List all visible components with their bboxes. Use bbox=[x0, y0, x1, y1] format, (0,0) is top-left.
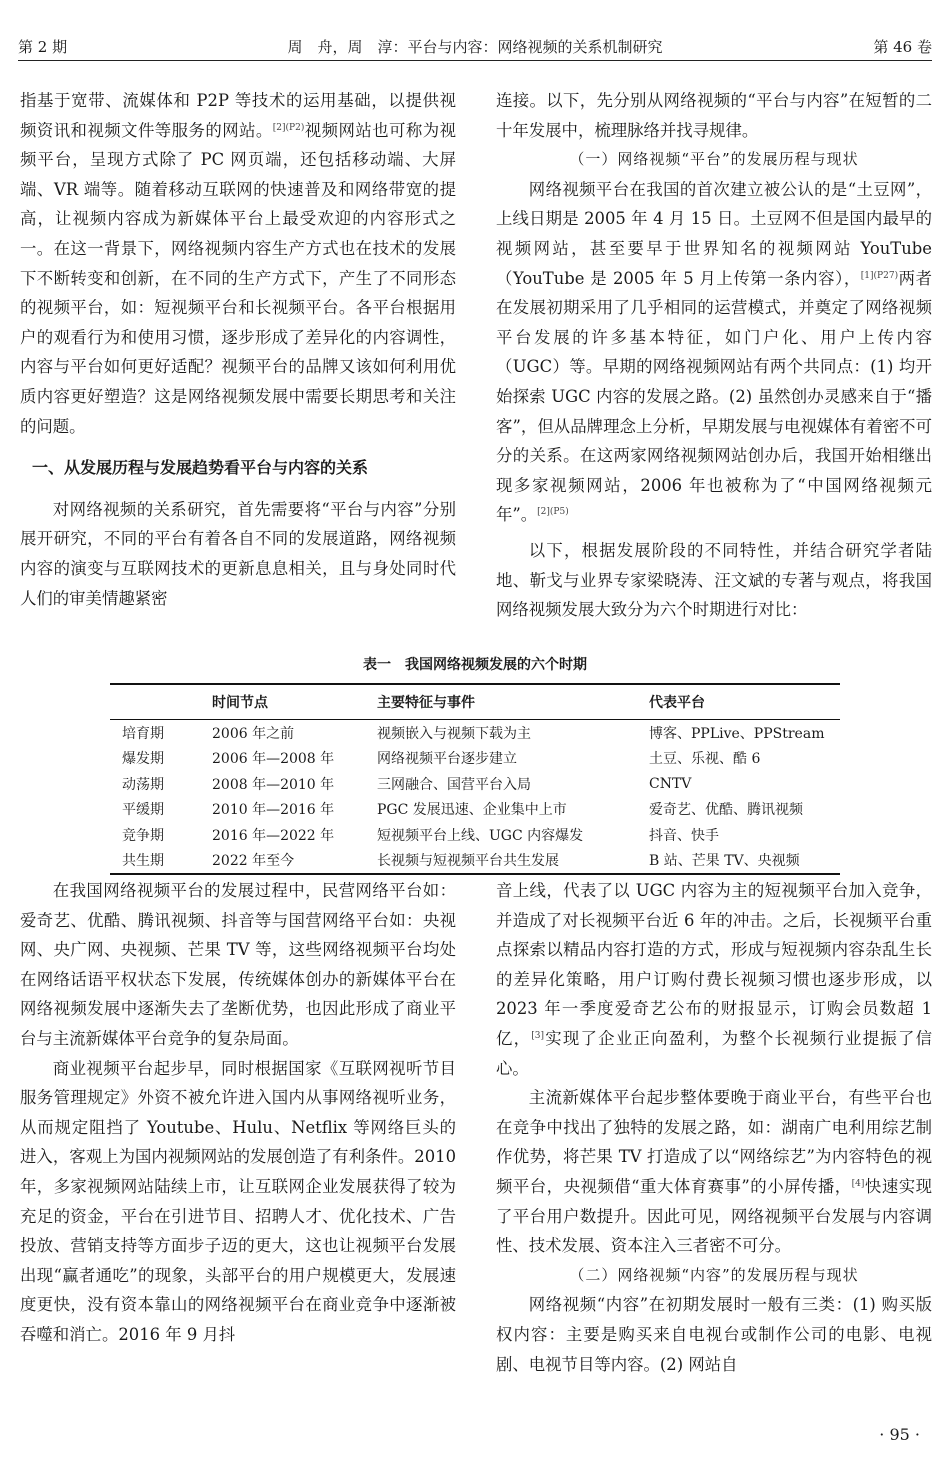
table-row: 爆发期 2006 年—2008 年 网络视频平台逐步建立 土豆、乐视、酷 6 bbox=[122, 751, 761, 768]
paragraph: 网络视频“内容”在初期发展时一般有三类：(1) 购买版权内容：主要是购买来自电视台或制作公司的电影、电视剧、电视节目等内容。(2) 网站自 bbox=[496, 1295, 932, 1374]
table-row: 竞争期 2016 年—2022 年 短视频平台上线、UGC 内容爆发 抖音、快手 bbox=[122, 827, 719, 844]
table-row: 平缓期 2010 年—2016 年 PGC 发展迅速、企业集中上市 爱奇艺、优酷、腾讯视频 bbox=[122, 802, 803, 819]
paragraph: 连接。以下，先分别从网络视频的“平台与内容”在短暂的二十年发展中，梳理脉络并找寻规律。 bbox=[496, 91, 932, 140]
table-row: 动荡期 2008 年—2010 年 三网融合、国营平台入局 CNTV bbox=[122, 775, 692, 793]
page-number: · 95 · bbox=[879, 1425, 920, 1444]
citation: [2](P5) bbox=[537, 507, 569, 518]
section-heading: 一、从发展历程与发展趋势看平台与内容的关系 bbox=[32, 458, 369, 478]
paragraph: 在我国网络视频平台的发展过程中，民营网络平台如：爱奇艺、优酷、腾讯视频、抖音等与国营网络平台如：央视网、央广网、央视频、芒果 TV 等，这些网络视频平台均处在网络话语平权状态下发展，传统媒体创办的新媒体平台在网络视频发展中逐渐失去了垄断优势，也因此形成了商业平台与主流新媒体平台竞争的复杂局面。 bbox=[20, 881, 456, 1048]
volume-label: 第 46 卷 bbox=[873, 38, 932, 56]
paragraph: 对网络视频的关系研究，首先需要将“平台与内容”分别展开研究，不同的平台有着各自不同的发展道路，网络视频内容的演变与互联网技术的更新息息相关，且与身处同时代人们的审美情趣紧密 bbox=[20, 499, 456, 608]
table-row: 培育期 2006 年之前 视频嵌入与视频下载为主 博客、PPLive、PPStream bbox=[122, 725, 825, 742]
paragraph: 商业视频平台起步早，同时根据国家《互联网视听节目服务管理规定》外资不被允许进入国内从事网络视听业务，从而规定阻挡了 Youtube、Hulu、Netflix 等网络巨头的进入，客观上为国内视频网站的发展创造了有利条件。2010 年，多家视频网站陆续上市，让互联网企业发展获得了较为充足的资金，平台在引进节目、招聘人才、优化技术、广告投放、营销支持等方面步子迈的更大，这也让视频平台发展出现“赢者通吃”的现象，头部平台的用户规模更大，发展速度更快，没有资本靠山的网络视频平台在商业竞争中逐渐被吞噬和消亡。2016 年 9 月抖 bbox=[20, 1058, 456, 1344]
left-column-bottom bbox=[20, 876, 456, 1350]
issue-label: 第 2 期 bbox=[18, 38, 68, 56]
table-caption: 表一 我国网络视频发展的六个时期 bbox=[363, 657, 587, 673]
right-column-bottom bbox=[496, 876, 932, 1379]
paragraph: 主流新媒体平台起步整体要晚于商业平台，有些平台也在竞争中找出了独特的发展之路，如：湖南广电利用综艺制作优势，将芒果 TV 打造成了以“网络综艺”为内容特色的视频平台，央视频借“重大体育赛事”的小屏传播，[4]快速实现了平台用户数提升。因此可见，网络视频平台发展与内容调性、技术发展、资本注入三者密不可分。 bbox=[496, 1088, 933, 1256]
right-column-top bbox=[496, 86, 932, 625]
citation: [1](P27) bbox=[860, 270, 899, 281]
subsection-heading: （二）网络视频“内容”的发展历程与现状 bbox=[569, 1265, 859, 1284]
citation: [2](P2) bbox=[272, 122, 305, 133]
paragraph: 以下，根据发展阶段的不同特性，并结合研究学者陆地、靳戈与业界专家梁晓涛、汪文斌的专著与观点，将我国网络视频发展大致分为六个时期进行对比： bbox=[496, 540, 932, 620]
citation: [4] bbox=[851, 1178, 865, 1189]
table-row: 共生期 2022 年至今 长视频与短视频平台共生发展 B 站、芒果 TV、央视频 bbox=[110, 848, 840, 875]
paragraph: 网络视频平台在我国的首次建立被公认的是“土豆网”，上线日期是 2005 年 4 月 15 日。土豆网不但是国内最早的视频网站，甚至要早于世界知名的视频网站 YouTube（YouTube 是 2005 年 5 月上传第一条内容），$^{[1](P27)}$两者在发展初期采用了几乎相同的运营模式，并奠定了网络视频平台发展的许多基本特征，如门户化、用户上传内容（UGC）等。早期的网络视频网站有两个共同点：(1) 均开始探索 UGC 内容的发展之路。(2) 虽然创办灵感来自于“播客”，但从品牌理念上分析，早期发展与电视媒体有着密不可分的关系。在这两家网络视频网站创办后，我国开始相继出现多家视频网站，2006 年也被称为了“中国网络视频元年”。$^{[2](P5)}$ bbox=[496, 179, 932, 525]
citation: [3] bbox=[531, 1030, 545, 1041]
running-header bbox=[18, 30, 932, 61]
running-title: 周 舟，周 淳：平台与内容：网络视频的关系机制研究 bbox=[287, 38, 663, 56]
paragraph: 指基于宽带、流媒体和 P2P 等技术的运用基础，以提供视频资讯和视频文件等服务的网站。$^{[2](P2)}$视频网站也可称为视频平台，呈现方式除了 PC 网页端，还包括移动端、大屏端、VR 端等。随着移动互联网的快速普及和网络带宽的提高，让视频内容成为新媒体平台上最受欢迎的内容形式之一。在这一背景下，网络视频内容生产方式也在技术的发展下不断转变和创新，在不同的生产方式下，产生了不同形态的视频平台，如：短视频平台和长视频平台。各平台根据用户的观看行为和使用习惯，逐步形成了差异化的内容调性，内容与平台如何更好适配？视频平台的品牌又该如何利用优质内容更好塑造？这是网络视频发展中需要长期思考和关注的问题。 bbox=[20, 91, 457, 436]
periods-table bbox=[110, 683, 840, 875]
table-header-row: 时间节点 主要特征与事件 代表平台 bbox=[110, 684, 840, 720]
paragraph: 音上线，代表了以 UGC 内容为主的短视频平台加入竞争，并造成了对长视频平台近 6 年的冲击。之后，长视频平台重点探索以精品内容打造的方式，形成与短视频内容杂乱生长的差异化策略，用户订购付费长视频习惯也逐步形成，以 2023 年一季度爱奇艺公布的财报显示，订购会员数超 1 亿，[3]实现了企业正向盈利，为整个长视频行业提振了信心。 bbox=[496, 881, 933, 1078]
left-column-top bbox=[20, 86, 456, 613]
subsection-heading: （一）网络视频“平台”的发展历程与现状 bbox=[569, 150, 859, 169]
